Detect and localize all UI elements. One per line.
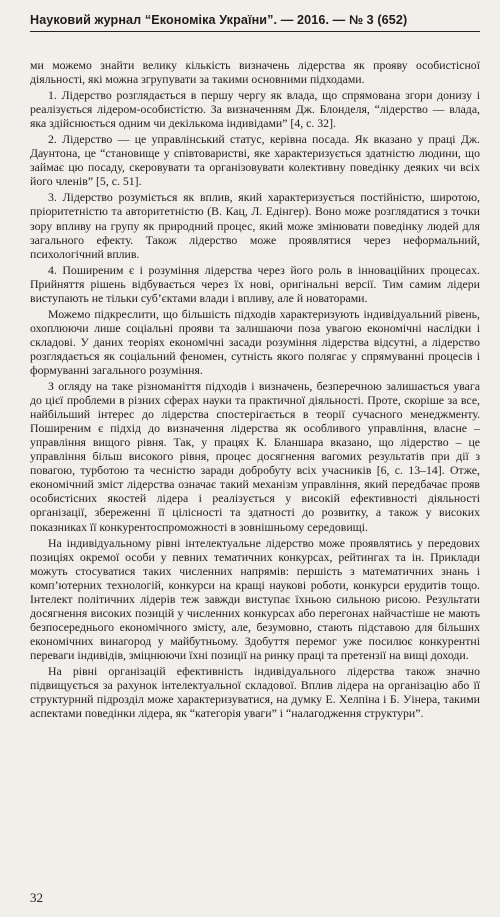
running-header: Науковий журнал “Економіка України”. — 2016. — № 3 (652) [30,13,480,32]
paragraph-approach-3: 3. Лідерство розуміється як вплив, який характеризується постійністю, широтою, пріоритетністю та авторитетністю (В. Кац, Л. Едінгер). Воно може розглядатися з точки зору впливу на групу як природний процес, який може змінювати поведінку людей для загального ефекту. Також лідерство може проявлятися через неформальний, психологічний вплив. [30,190,480,261]
paragraph-individual-level: Можемо підкреслити, що більшість підходів характеризують індивідуальний рівень, охоплюючи лише соціальні прояви та залишаючи поза увагою економічні наслідки і складові. У даних теоріях економічні засади розуміння лідерства відсутні, а лідерство розглядається як соціальний феномен, сутність якого полягає у спрямуванні процесів і формуванні загального розуміння. [30,306,480,377]
paragraph-organization-level: На рівні організацій ефективність індивідуального лідерства також значно підвищується за рахунок інтелектуальної складової. Вплив лідера на організацію або її структурний підрозділ може характеризуватися, на думку Е. Хелпіна і Б. Уінера, такими аспектами поведінки лідера, як “категорія уваги” і “налагодження структури”. [30,663,480,721]
paragraph-management-theory: З огляду на таке різноманіття підходів і визначень, безперечною залишається увага до цієї проблеми в різних сферах науки та практичної діяльності. Проте, скоріше за все, найбільший інтерес до лідерства спостерігається в теорії сучасного менеджменту. Поширеним є підхід до визначення лідерства як особливого управління, власне – управління вищого рівня. Так, у працях К. Бланшара вказано, що лідерство – це управління більш високого рівня, процес досягнення вагомих результатів при дії з повагою, турботою та чесністю заради добробуту всіх учасників [6, с. 13–14]. Отже, економічний зміст лідерства означає такий механізм управління, який передбачає прояв особистісних якостей лідера і реалізується у високій ефективності діяльності організації, збереженні її цілісності та здатності до розвитку, а також у високих показниках її конкурентоспроможності в зовнішньому середовищі. [30,379,480,534]
article-body [30,58,480,722]
paragraph-approach-1: 1. Лідерство розглядається в першу чергу як влада, що спрямована згори донизу і реалізується лідером-особистістю. За визначенням Дж. Блонделя, “лідерство — влада, яка здійснюється одним чи декількома індивідами” [4, с. 32]. [30,88,480,131]
paragraph-intellectual-leadership: На індивідуальному рівні інтелектуальне лідерство може проявлятись у передових позиціях окремої особи у певних тематичних конкурсах, рейтингах та ін. Приклади можуть стосуватися таких численних напрямів: першість з математичних знань і комп’ютерних технологій, конкурси на кращі наукові роботи, конкурси ерудитів тощо. Інтелект політичних лідерів теж завжди виступає їхньою сильною рисою. Результати досягнення високих позицій у численних конкурсах або перегонах найчастіше не мають безпосереднього економічного змісту, але, безумовно, стають підставою для більших економічних винагород у майбутньому. Здобуття перемог уже посилює конкурентні переваги індивідів, зміцнюючи їхні позиції на ринку праці та претензії на вищі доходи. [30,535,480,662]
paragraph-continuation: ми можемо знайти велику кількість визначень лідерства як прояву особистісної діяльності, які можна згрупувати за такими основними підходами. [30,58,480,87]
paragraph-approach-4: 4. Поширеним є і розуміння лідерства через його роль в інноваційних процесах. Прийняття рішень відбувається через їх нові, оригінальні версії. Тим самим лідери виступають не тільки суб’єктами влади і впливу, але й новаторами. [30,262,480,305]
page-number: 32 [30,890,43,905]
paragraph-approach-2: 2. Лідерство — це управлінський статус, керівна посада. Як вказано у праці Дж. Даунтона, це “становище у співтоваристві, яке характеризується здатністю людини, що займає цю посаду, скеровувати та організовувати колективну поведінку деяких чи всіх його членів” [5, с. 51]. [30,132,480,189]
